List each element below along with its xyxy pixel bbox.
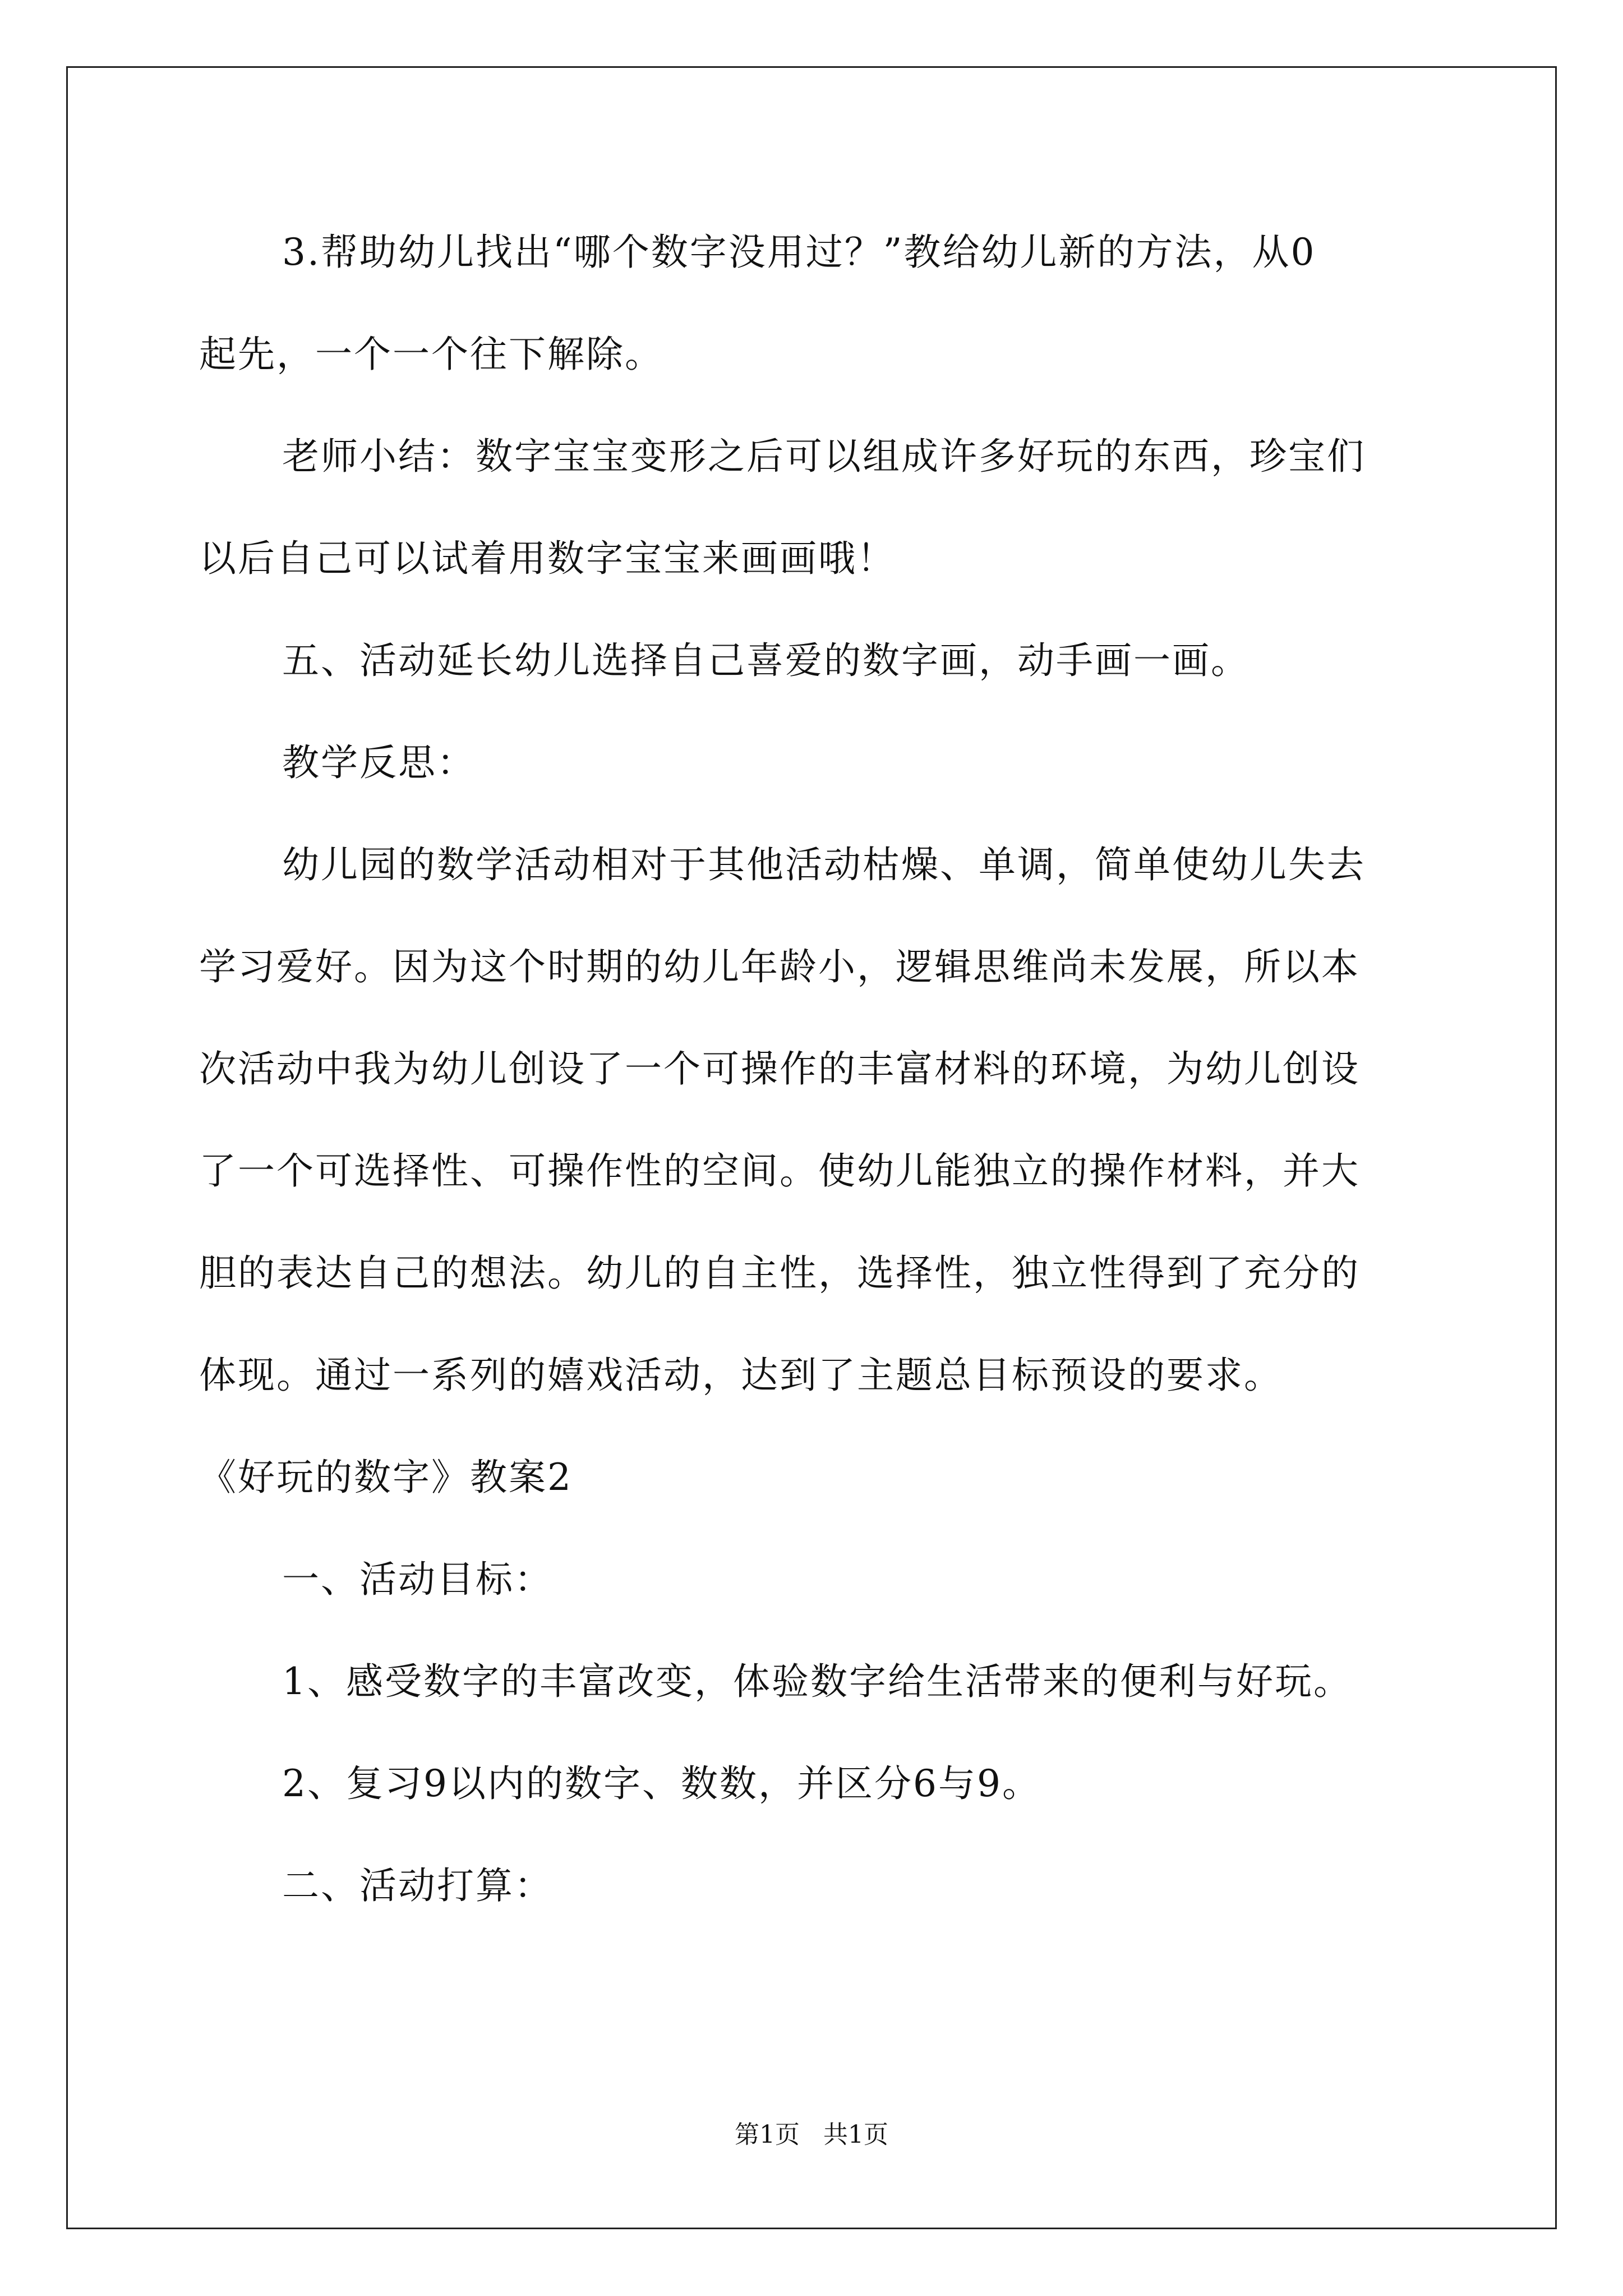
list-item: 2、复习9以内的数字、数数，并区分6与9。 bbox=[282, 1762, 1041, 1805]
paragraph-line: 以后自己可以试着用数字宝宝来画画哦！ bbox=[199, 537, 896, 580]
document-title: 《好玩的数字》教案2 bbox=[199, 1456, 573, 1499]
paragraph-line: 学习爱好。因为这个时期的幼儿年龄小，逻辑思维尚未发展，所以本 bbox=[199, 945, 1360, 988]
section-heading: 教学反思： bbox=[282, 741, 476, 784]
paragraph-line: 体现。通过一系列的嬉戏活动，达到了主题总目标预设的要求。 bbox=[199, 1354, 1283, 1397]
paragraph-line: 老师小结：数字宝宝变形之后可以组成许多好玩的东西，珍宝们 bbox=[282, 435, 1366, 478]
paragraph-line: 胆的表达自己的想法。幼儿的自主性，选择性，独立性得到了充分的 bbox=[199, 1251, 1360, 1295]
paragraph-line: 五、活动延长幼儿选择自己喜爱的数字画，动手画一画。 bbox=[282, 639, 1249, 682]
page-footer: 第1页 共1页 bbox=[735, 2120, 888, 2149]
section-heading: 一、活动目标： bbox=[282, 1558, 553, 1601]
section-heading: 二、活动打算： bbox=[282, 1864, 553, 1907]
paragraph-line: 幼儿园的数学活动相对于其他活动枯燥、单调，简单使幼儿失去 bbox=[282, 843, 1366, 886]
paragraph-line: 了一个可选择性、可操作性的空间。使幼儿能独立的操作材料，并大 bbox=[199, 1149, 1360, 1193]
list-item: 1、感受数字的丰富改变，体验数字给生活带来的便利与好玩。 bbox=[282, 1660, 1352, 1703]
paragraph-line: 3.帮助幼儿找出“哪个数字没用过？”教给幼儿新的方法，从0 bbox=[282, 231, 1316, 274]
paragraph-line: 次活动中我为幼儿创设了一个可操作的丰富材料的环境，为幼儿创设 bbox=[199, 1047, 1360, 1091]
paragraph-line: 起先，一个一个往下解除。 bbox=[199, 333, 663, 376]
document-body bbox=[199, 213, 1433, 1949]
